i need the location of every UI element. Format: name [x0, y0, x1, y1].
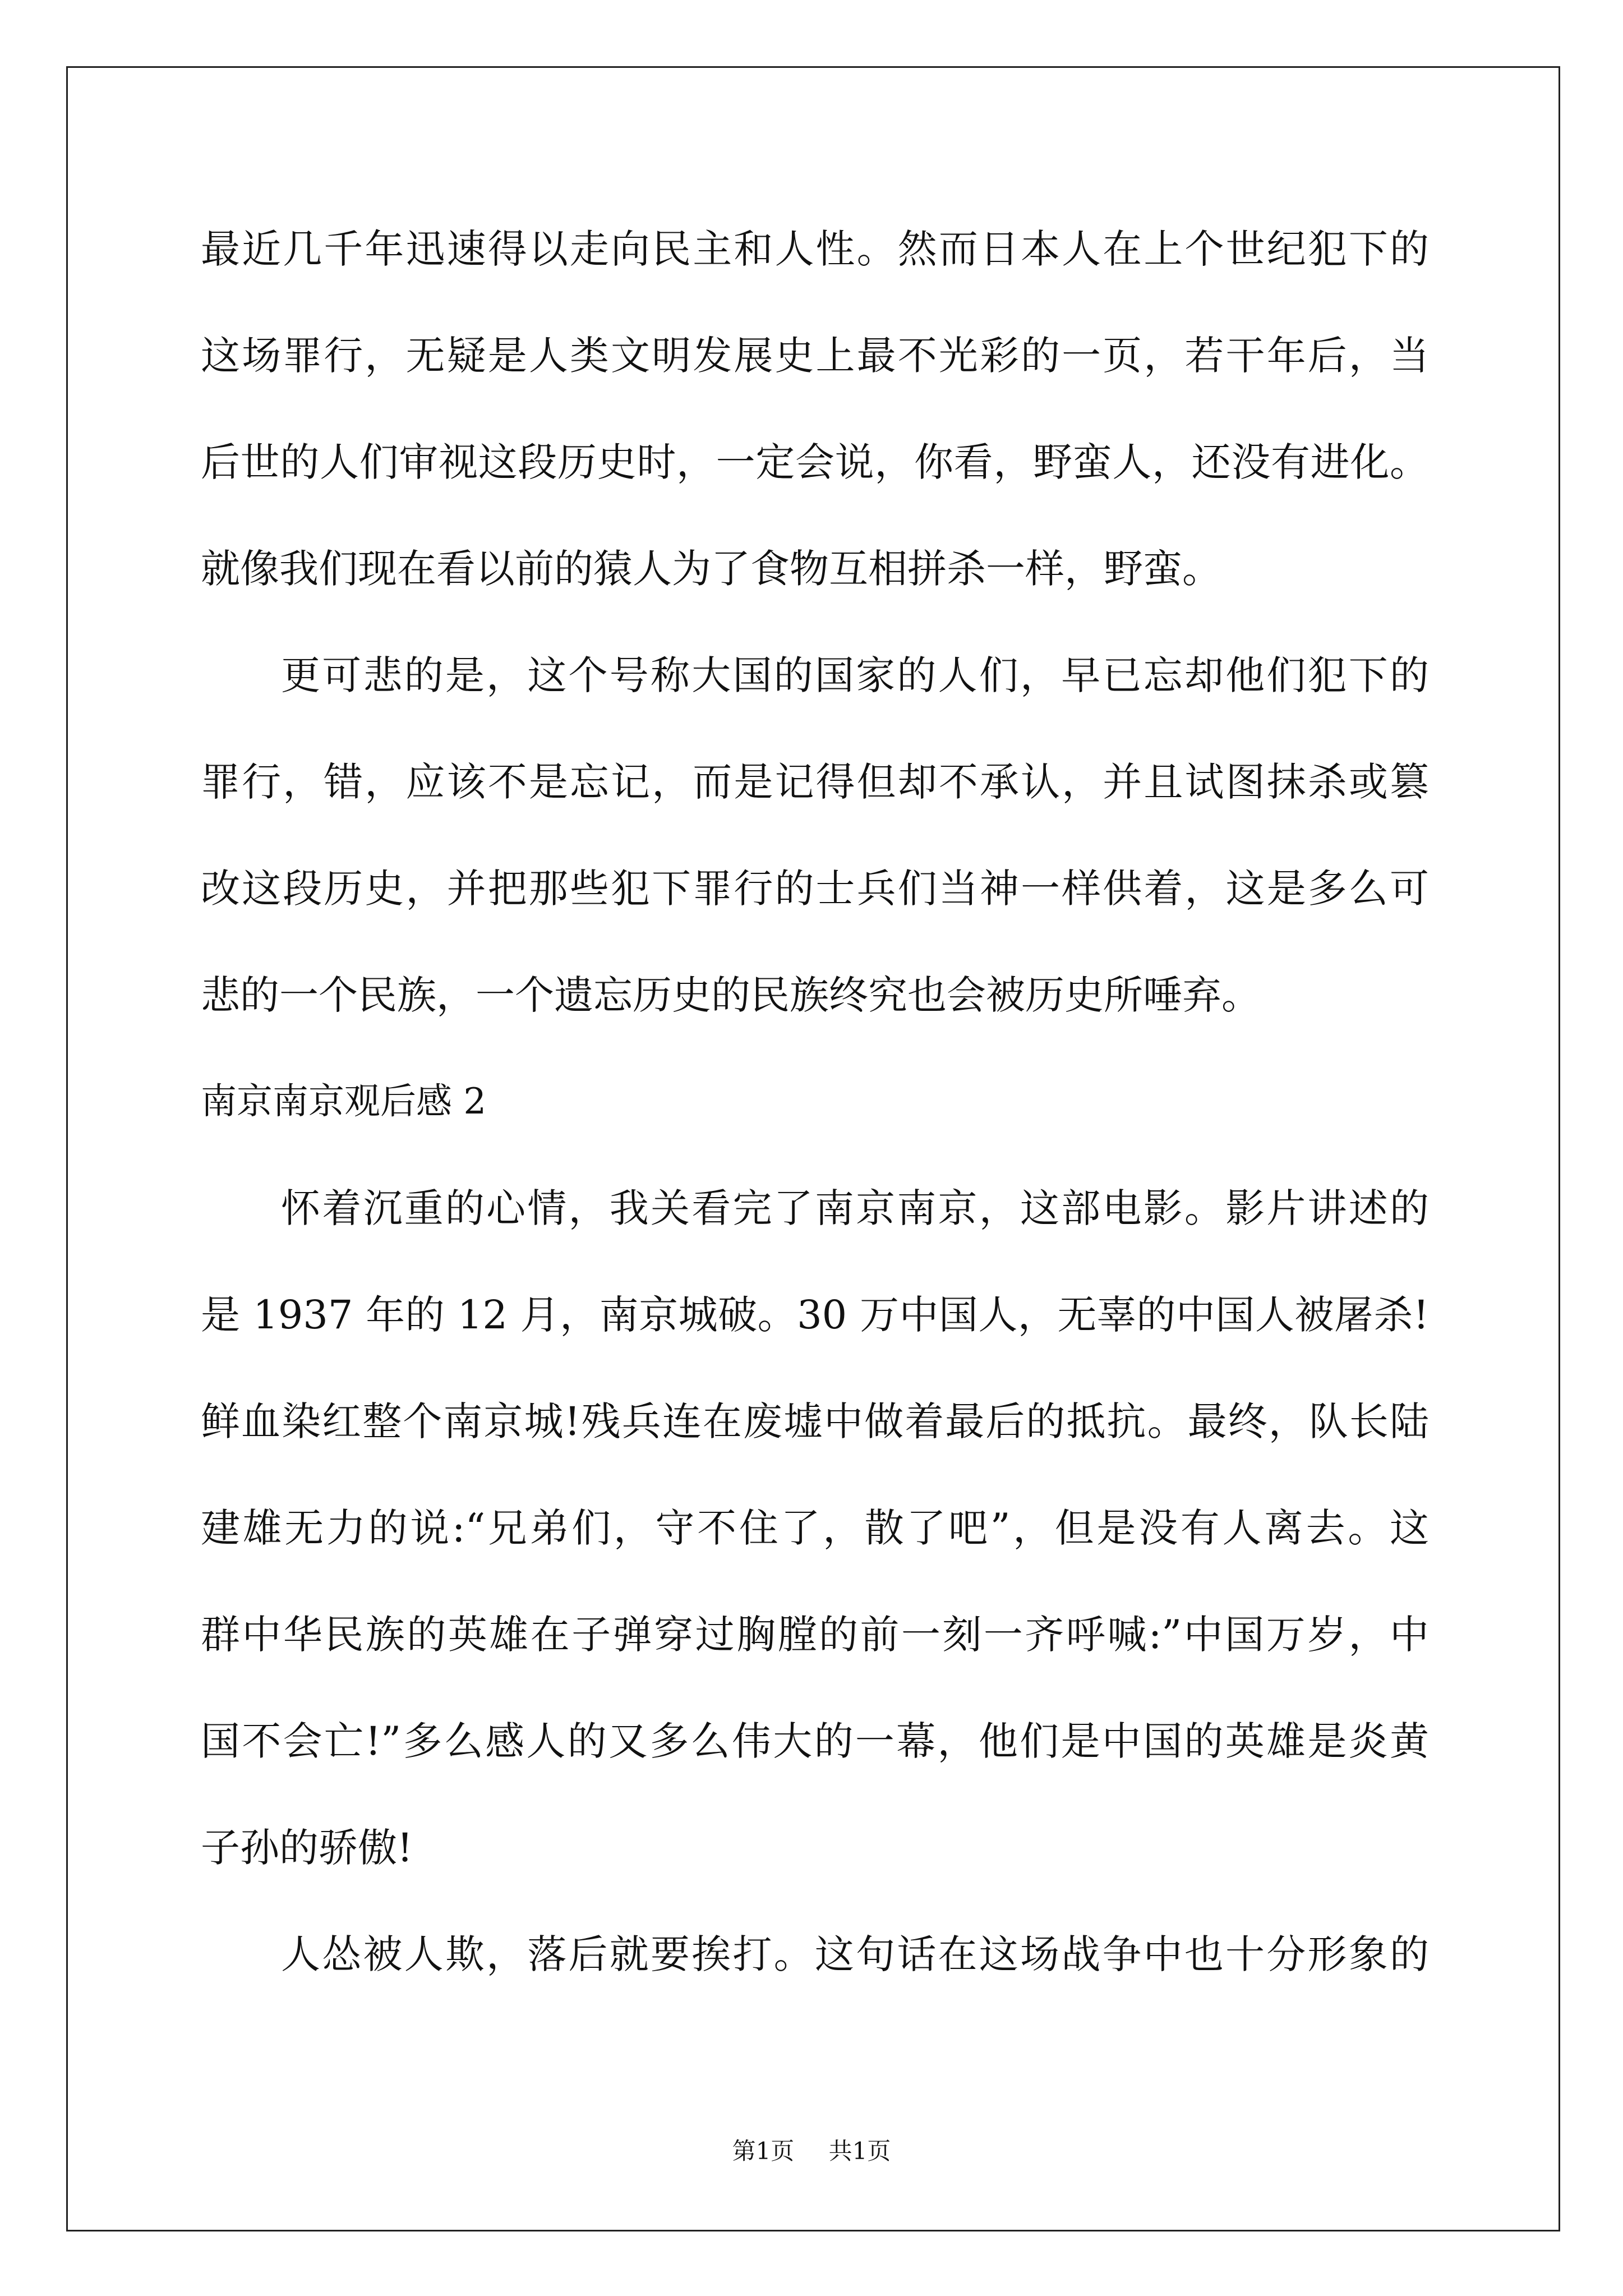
- text-line: 更可悲的是，这个号称大国的国家的人们，早已忘却他们犯下的: [281, 652, 1429, 698]
- paragraph: [201, 1155, 1429, 1901]
- text-line: 建雄无力的说:“兄弟们，守不住了，散了吧”，但是没有人离去。这: [201, 1505, 1429, 1551]
- text-line: 鲜血染红整个南京城!残兵连在废墟中做着最后的抵抗。最终，队长陆: [201, 1398, 1429, 1444]
- text-line: 罪行，错，应该不是忘记，而是记得但却不承认，并且试图抹杀或篡: [201, 759, 1429, 805]
- section-title: 南京南京观后感 2: [201, 1081, 487, 1122]
- text-line: 最近几千年迅速得以走向民主和人性。然而日本人在上个世纪犯下的: [201, 226, 1429, 272]
- text-line: 后世的人们审视这段历史时，一定会说，你看，野蛮人，还没有进化。: [201, 439, 1429, 485]
- paragraph: [201, 622, 1429, 1048]
- text-line: 子孙的骄傲!: [201, 1825, 413, 1871]
- text-line: 这场罪行，无疑是人类文明发展史上最不光彩的一页，若干年后，当: [201, 333, 1429, 379]
- text-line: 悲的一个民族，一个遗忘历史的民族终究也会被历史所唾弃。: [201, 972, 1261, 1018]
- text-line: 国不会亡!”多么感人的又多么伟大的一幕，他们是中国的英雄是炎黄: [201, 1718, 1429, 1764]
- page-total: 共1页: [828, 2137, 891, 2165]
- text-line: 就像我们现在看以前的猿人为了食物互相拼杀一样，野蛮。: [201, 546, 1221, 592]
- page-number: 第1页: [732, 2137, 795, 2165]
- paragraph: [201, 1901, 1429, 2008]
- text-line: 是 1937 年的 12 月，南京城破。30 万中国人，无辜的中国人被屠杀!: [201, 1292, 1429, 1338]
- text-line: 群中华民族的英雄在子弹穿过胸膛的前一刻一齐呼喊:”中国万岁，中: [201, 1612, 1429, 1658]
- text-line: 人怂被人欺，落后就要挨打。这句话在这场战争中也十分形象的: [281, 1931, 1429, 1977]
- document-body: [201, 196, 1429, 2008]
- page-footer: [0, 2132, 1623, 2171]
- paragraph: [201, 196, 1429, 622]
- text-line: 怀着沉重的心情，我关看完了南京南京，这部电影。影片讲述的: [281, 1185, 1429, 1231]
- text-line: 改这段历史，并把那些犯下罪行的士兵们当神一样供着，这是多么可: [201, 866, 1429, 912]
